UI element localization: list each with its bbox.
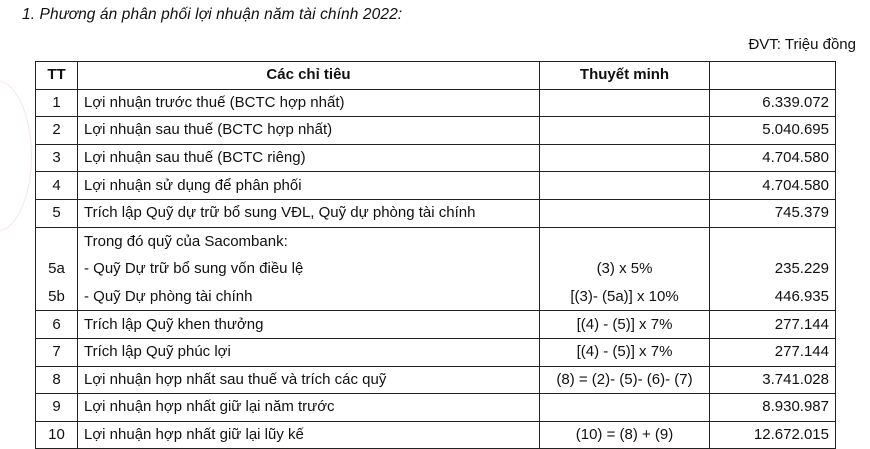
table-row	[36, 117, 836, 145]
row-note: (8) = (2)- (5)- (6)- (7)	[540, 366, 710, 394]
subfund-notes	[540, 227, 710, 311]
row-number: 6	[36, 311, 78, 339]
row-item: Trích lập Quỹ phúc lợi	[78, 338, 540, 366]
row-note: [(3)- (5a)] x 10%	[570, 287, 679, 305]
row-value: 235.229	[774, 260, 829, 278]
row-item: Lợi nhuận trước thuế (BCTC hợp nhất)	[78, 89, 540, 117]
row-item: Lợi nhuận hợp nhất sau thuế và trích các quỹ	[78, 366, 540, 394]
row-value: 5.040.695	[710, 117, 836, 145]
row-value: 277.144	[710, 338, 836, 366]
row-item: - Quỹ Dự trữ bổ sung vốn điều lệ	[84, 260, 304, 278]
row-number: 3	[36, 144, 78, 172]
header-tt: TT	[36, 62, 78, 90]
row-value: 277.144	[710, 311, 836, 339]
table-row	[36, 311, 836, 339]
row-note	[540, 117, 710, 145]
row-item: Lợi nhuận hợp nhất giữ lại năm trước	[78, 394, 540, 422]
row-value: 745.379	[710, 199, 836, 227]
header-value	[710, 62, 836, 90]
row-number: 7	[36, 338, 78, 366]
header-item: Các chỉ tiêu	[78, 62, 540, 90]
subfund-intro: Trong đó quỹ của Sacombank:	[84, 232, 288, 250]
faded-stamp	[0, 80, 32, 232]
row-number: 4	[36, 172, 78, 200]
table-row-subfunds	[36, 227, 836, 311]
row-number: 5	[36, 199, 78, 227]
row-value: 12.672.015	[710, 421, 836, 449]
row-item: Lợi nhuận sử dụng để phân phối	[78, 172, 540, 200]
row-note: [(4) - (5)] x 7%	[540, 311, 710, 339]
row-item: Trích lập Quỹ khen thưởng	[78, 311, 540, 339]
row-item: Lợi nhuận sau thuế (BCTC riêng)	[78, 144, 540, 172]
row-note	[540, 144, 710, 172]
table-row	[36, 89, 836, 117]
row-value: 3.741.028	[710, 366, 836, 394]
row-value: 4.704.580	[710, 172, 836, 200]
row-item: - Quỹ Dự phòng tài chính	[84, 287, 253, 305]
subfund-numbers	[36, 227, 78, 311]
row-note	[540, 89, 710, 117]
header-note: Thuyết minh	[540, 62, 710, 90]
table-row	[36, 172, 836, 200]
row-value: 4.704.580	[710, 144, 836, 172]
table-header-row	[36, 62, 836, 90]
row-note	[540, 172, 710, 200]
row-number: 5a	[48, 260, 65, 278]
table-row	[36, 394, 836, 422]
row-note: [(4) - (5)] x 7%	[540, 338, 710, 366]
row-number: 10	[36, 421, 78, 449]
row-note: (10) = (8) + (9)	[540, 421, 710, 449]
row-value: 6.339.072	[710, 89, 836, 117]
profit-distribution-table	[35, 61, 836, 449]
table-row	[36, 144, 836, 172]
row-number: 5b	[48, 287, 65, 305]
row-item: Lợi nhuận sau thuế (BCTC hợp nhất)	[78, 117, 540, 145]
table-row	[36, 366, 836, 394]
row-note	[540, 394, 710, 422]
row-number: 2	[36, 117, 78, 145]
subfund-values	[710, 227, 836, 311]
unit-label: ĐVT: Triệu đồng	[748, 36, 856, 53]
row-value: 446.935	[774, 287, 829, 305]
row-number: 1	[36, 89, 78, 117]
row-note: (3) x 5%	[596, 260, 653, 278]
row-item: Trích lập Quỹ dự trữ bổ sung VĐL, Quỹ dự phòng tài chính	[78, 199, 540, 227]
section-heading: 1. Phương án phân phối lợi nhuận năm tài chính 2022:	[22, 6, 403, 23]
table-row	[36, 421, 836, 449]
row-number: 9	[36, 394, 78, 422]
table-row	[36, 338, 836, 366]
row-item: Lợi nhuận hợp nhất giữ lại lũy kế	[78, 421, 540, 449]
table-row	[36, 199, 836, 227]
row-value: 8.930.987	[710, 394, 836, 422]
row-number: 8	[36, 366, 78, 394]
subfund-items	[78, 227, 540, 311]
row-note	[540, 199, 710, 227]
